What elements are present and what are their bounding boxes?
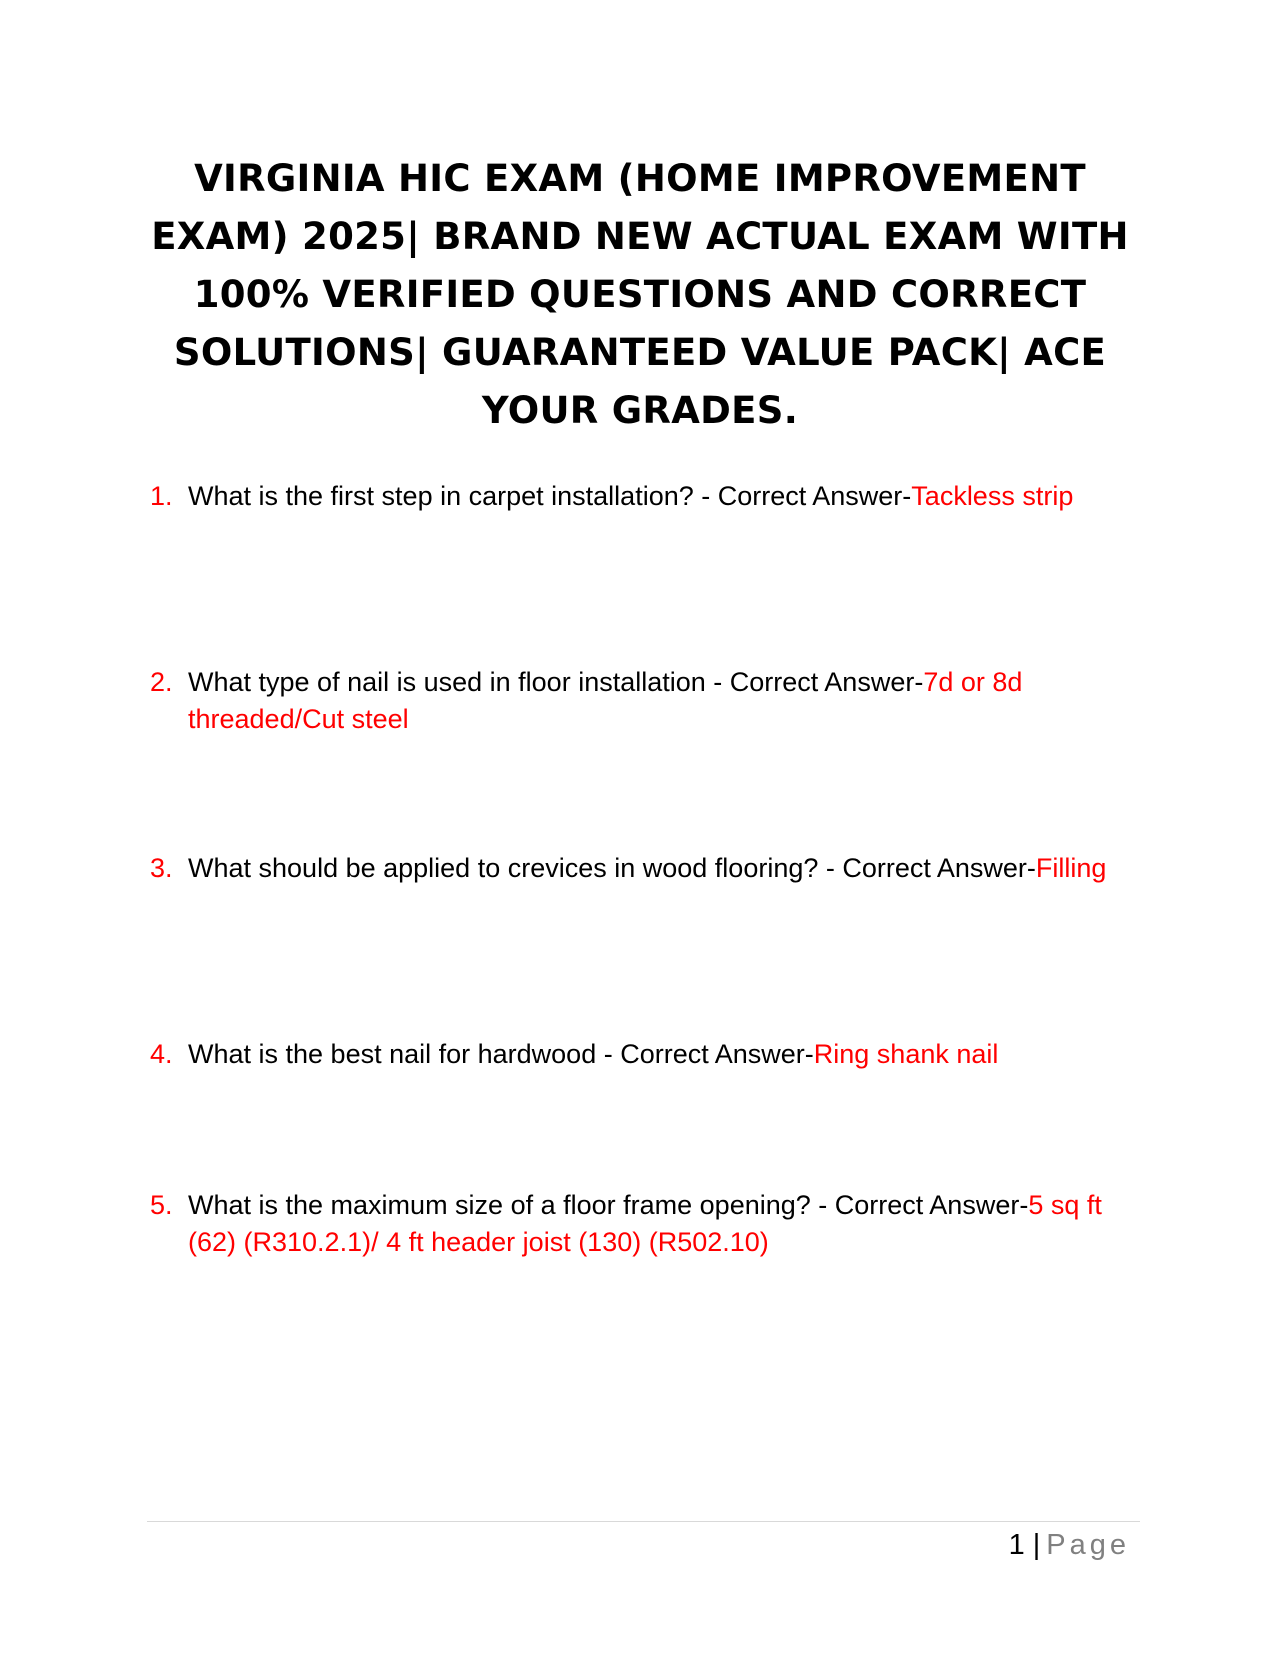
question-body (188, 664, 1128, 738)
correct-answer: Ring shank nail (813, 1039, 999, 1069)
question-number: 1. (150, 481, 173, 511)
question-body (188, 850, 1128, 887)
answer-lead: - Correct Answer- (810, 1190, 1029, 1220)
answer-lead: - Correct Answer- (705, 667, 924, 697)
question-item-2 (150, 664, 1140, 738)
correct-answer: 7d or 8d threaded/Cut steel (188, 667, 1023, 734)
question-number: 5. (150, 1190, 173, 1220)
question-body (188, 1036, 1128, 1073)
question-text: What is the maximum size of a floor frame opening? (188, 1190, 811, 1220)
question-text: What type of nail is used in floor installation (188, 667, 706, 697)
page-number: 1 (1008, 1529, 1025, 1561)
question-number: 2. (150, 667, 173, 697)
question-number: 4. (150, 1039, 173, 1069)
question-body (188, 1187, 1128, 1261)
question-body (188, 478, 1128, 515)
question-item-5 (150, 1187, 1140, 1261)
question-item-4 (150, 1036, 1140, 1073)
page-word: Page (1046, 1529, 1130, 1561)
footer-separator: | (1032, 1529, 1041, 1561)
answer-lead: - Correct Answer- (693, 481, 912, 511)
question-item-1 (150, 478, 1140, 515)
question-text: What should be applied to crevices in wood flooring? (188, 853, 819, 883)
question-item-3 (150, 850, 1140, 887)
page-footer (1009, 1527, 1130, 1563)
footer-divider (147, 1521, 1140, 1522)
question-text: What is the best nail for hardwood (188, 1039, 597, 1069)
question-text: What is the first step in carpet installation? (188, 481, 694, 511)
correct-answer: Filling (1035, 853, 1107, 883)
answer-lead: - Correct Answer- (818, 853, 1036, 883)
answer-lead: - Correct Answer- (596, 1039, 814, 1069)
document-title: VIRGINIA HIC EXAM (HOME IMPROVEMENT EXAM) 2025| BRAND NEW ACTUAL EXAM WITH 100% VERIFIED QUESTIONS AND CORRECT SOLUTIONS| GUARANTEED VALUE PACK| ACE YOUR GRADES. (151, 157, 1129, 432)
correct-answer: 5 sq ft (62) (R310.2.1)/ 4 ft header joist (130) (R502.10) (188, 1190, 1102, 1257)
correct-answer: Tackless strip (911, 481, 1074, 511)
question-number: 3. (150, 853, 173, 883)
